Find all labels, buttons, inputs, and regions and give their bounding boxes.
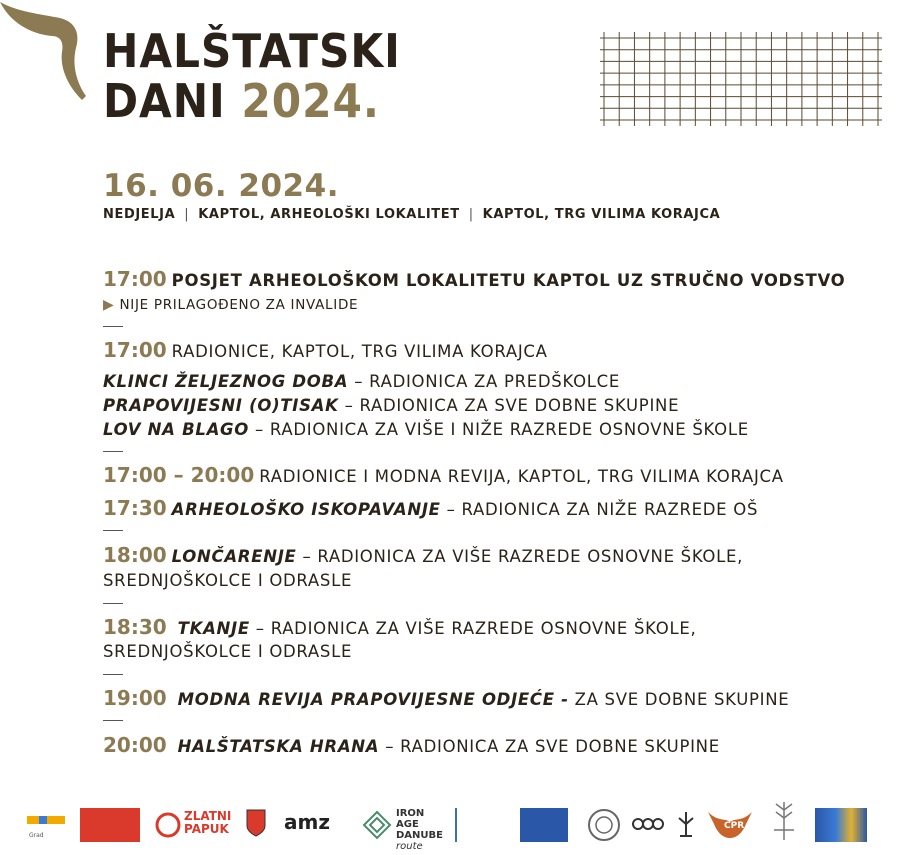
sponsor-logo-council-of-europe-icon xyxy=(520,808,568,842)
item-name: ARHEOLOŠKO ISKOPAVANJE xyxy=(171,500,441,519)
schedule-item-4 xyxy=(103,497,758,521)
workshop-2 xyxy=(103,395,679,417)
sponsor-logo-zlatna-slavonija-icon xyxy=(80,808,140,842)
item-name: LONČARENJE xyxy=(171,547,297,566)
workshop-desc: – RADIONICA ZA VIŠE I NIŽE RAZREDE OSNOVNE ŠKOLE xyxy=(249,420,749,439)
schedule-item-1 xyxy=(103,268,845,292)
sponsor-logo-amz xyxy=(284,808,350,842)
main-title-line1: HALŠTATSKI xyxy=(103,24,401,78)
logo-text-3: route xyxy=(396,841,423,852)
item-title: POSJET ARHEOLOŠKOM LOKALITETU KAPTOL UZ STRUČNO VODSTVO xyxy=(171,271,846,290)
logo-text: CPR xyxy=(724,821,745,831)
divider xyxy=(103,326,123,327)
item-desc: – RADIONICA ZA NIŽE RAZREDE OŠ xyxy=(440,500,759,519)
title-year: 2024. xyxy=(241,74,380,128)
item-time: 19:00 xyxy=(103,686,167,710)
item-time: 18:00 xyxy=(103,543,167,567)
sponsor-logo-spirals-icon xyxy=(630,808,666,842)
main-title-line2 xyxy=(103,74,380,128)
schedule-item-1-note xyxy=(103,294,358,316)
schedule-item-7 xyxy=(103,687,789,711)
sponsor-logo-figure-icon xyxy=(676,808,696,842)
item-name: HALŠTATSKA HRANA xyxy=(177,737,380,756)
workshop-1 xyxy=(103,371,620,393)
logo-text-2: PAPUK xyxy=(184,822,229,836)
divider xyxy=(103,603,123,604)
event-date: 16. 06. 2024. xyxy=(103,168,339,204)
logo-text-2: DANUBE xyxy=(396,830,443,841)
schedule-item-3 xyxy=(103,464,784,488)
item-desc: – RADIONICA ZA SVE DOBNE SKUPINE xyxy=(379,737,720,756)
item-name: MODNA REVIJA PRAPOVIJESNE ODJEĆE - xyxy=(177,690,569,709)
event-location-line: NEDJELJA | KAPTOL, ARHEOLOŠKI LOKALITET | KAPTOL, TRG VILIMA KORAJCA xyxy=(103,207,721,222)
workshop-name: KLINCI ŽELJEZNOG DOBA xyxy=(103,372,349,391)
sponsor-logo-iron-age-danube xyxy=(362,808,446,852)
divider xyxy=(103,530,123,531)
item-desc: – RADIONICA ZA VIŠE RAZREDE OSNOVNE ŠKOLE, xyxy=(249,619,697,638)
logo-text-1: IRON AGE xyxy=(396,808,425,830)
triangle-right-icon: ▶ xyxy=(103,297,115,313)
schedule-item-6-cont: SREDNJOŠKOLCE I ODRASLE xyxy=(103,642,353,661)
workshop-name: LOV NA BLAGO xyxy=(103,420,250,439)
divider xyxy=(103,720,123,721)
workshop-name: PRAPOVIJESNI (O)TISAK xyxy=(103,396,339,415)
decorative-grid-icon xyxy=(600,32,882,126)
schedule-item-5-cont: SREDNJOŠKOLCE I ODRASLE xyxy=(103,571,353,590)
item-desc: RADIONICE, KAPTOL, TRG VILIMA KORAJCA xyxy=(171,342,548,361)
sponsor-logo-cpr xyxy=(706,808,754,842)
item-time: 20:00 xyxy=(103,733,167,757)
item-desc: RADIONICE I MODNA REVIJA, KAPTOL, TRG VILIMA KORAJCA xyxy=(259,467,784,486)
event-location-2: KAPTOL, TRG VILIMA KORAJCA xyxy=(482,207,721,222)
event-location-1: KAPTOL, ARHEOLOŠKI LOKALITET xyxy=(198,207,460,222)
sponsor-logo-cultural-route-icon xyxy=(455,808,512,842)
schedule-item-6 xyxy=(103,616,696,640)
item-name: TKANJE xyxy=(177,619,250,638)
item-note: NIJE PRILAGOĐENO ZA INVALIDE xyxy=(119,297,359,313)
divider xyxy=(103,674,123,675)
item-time: 17:30 xyxy=(103,496,167,520)
item-desc: ZA SVE DOBNE SKUPINE xyxy=(568,690,790,709)
divider xyxy=(103,451,123,452)
workshop-desc: – RADIONICA ZA SVE DOBNE SKUPINE xyxy=(338,396,680,415)
schedule-item-8 xyxy=(103,734,720,758)
item-time: 17:00 – 20:00 xyxy=(103,463,255,487)
schedule-item-5 xyxy=(103,544,743,568)
schedule-item-2 xyxy=(103,339,548,363)
sponsor-logo-tree-icon xyxy=(768,800,800,844)
item-desc: – RADIONICA ZA VIŠE RAZREDE OSNOVNE ŠKOLE, xyxy=(296,547,744,566)
logo-text-1: ZLATNI xyxy=(184,809,232,823)
logo-text: amz xyxy=(284,810,330,834)
workshop-3 xyxy=(103,419,749,441)
title-word-dani: DANI xyxy=(103,74,226,128)
item-time: 17:00 xyxy=(103,338,167,362)
svg-text:Grad: Grad xyxy=(29,832,44,839)
sponsor-logo-pozega-icon xyxy=(25,808,67,842)
sponsor-logo-coat-of-arms-icon xyxy=(246,808,266,842)
horn-logo-icon xyxy=(0,0,90,105)
item-time: 18:30 xyxy=(103,615,167,639)
event-day: NEDJELJA xyxy=(103,207,176,222)
item-time: 17:00 xyxy=(103,267,167,291)
sponsor-logo-museum-seal-icon xyxy=(587,808,621,842)
sponsor-logo-colorful-icon xyxy=(815,808,867,842)
sponsor-logo-zlatni-papuk xyxy=(155,808,235,842)
workshop-desc: – RADIONICA ZA PREDŠKOLCE xyxy=(348,372,621,391)
